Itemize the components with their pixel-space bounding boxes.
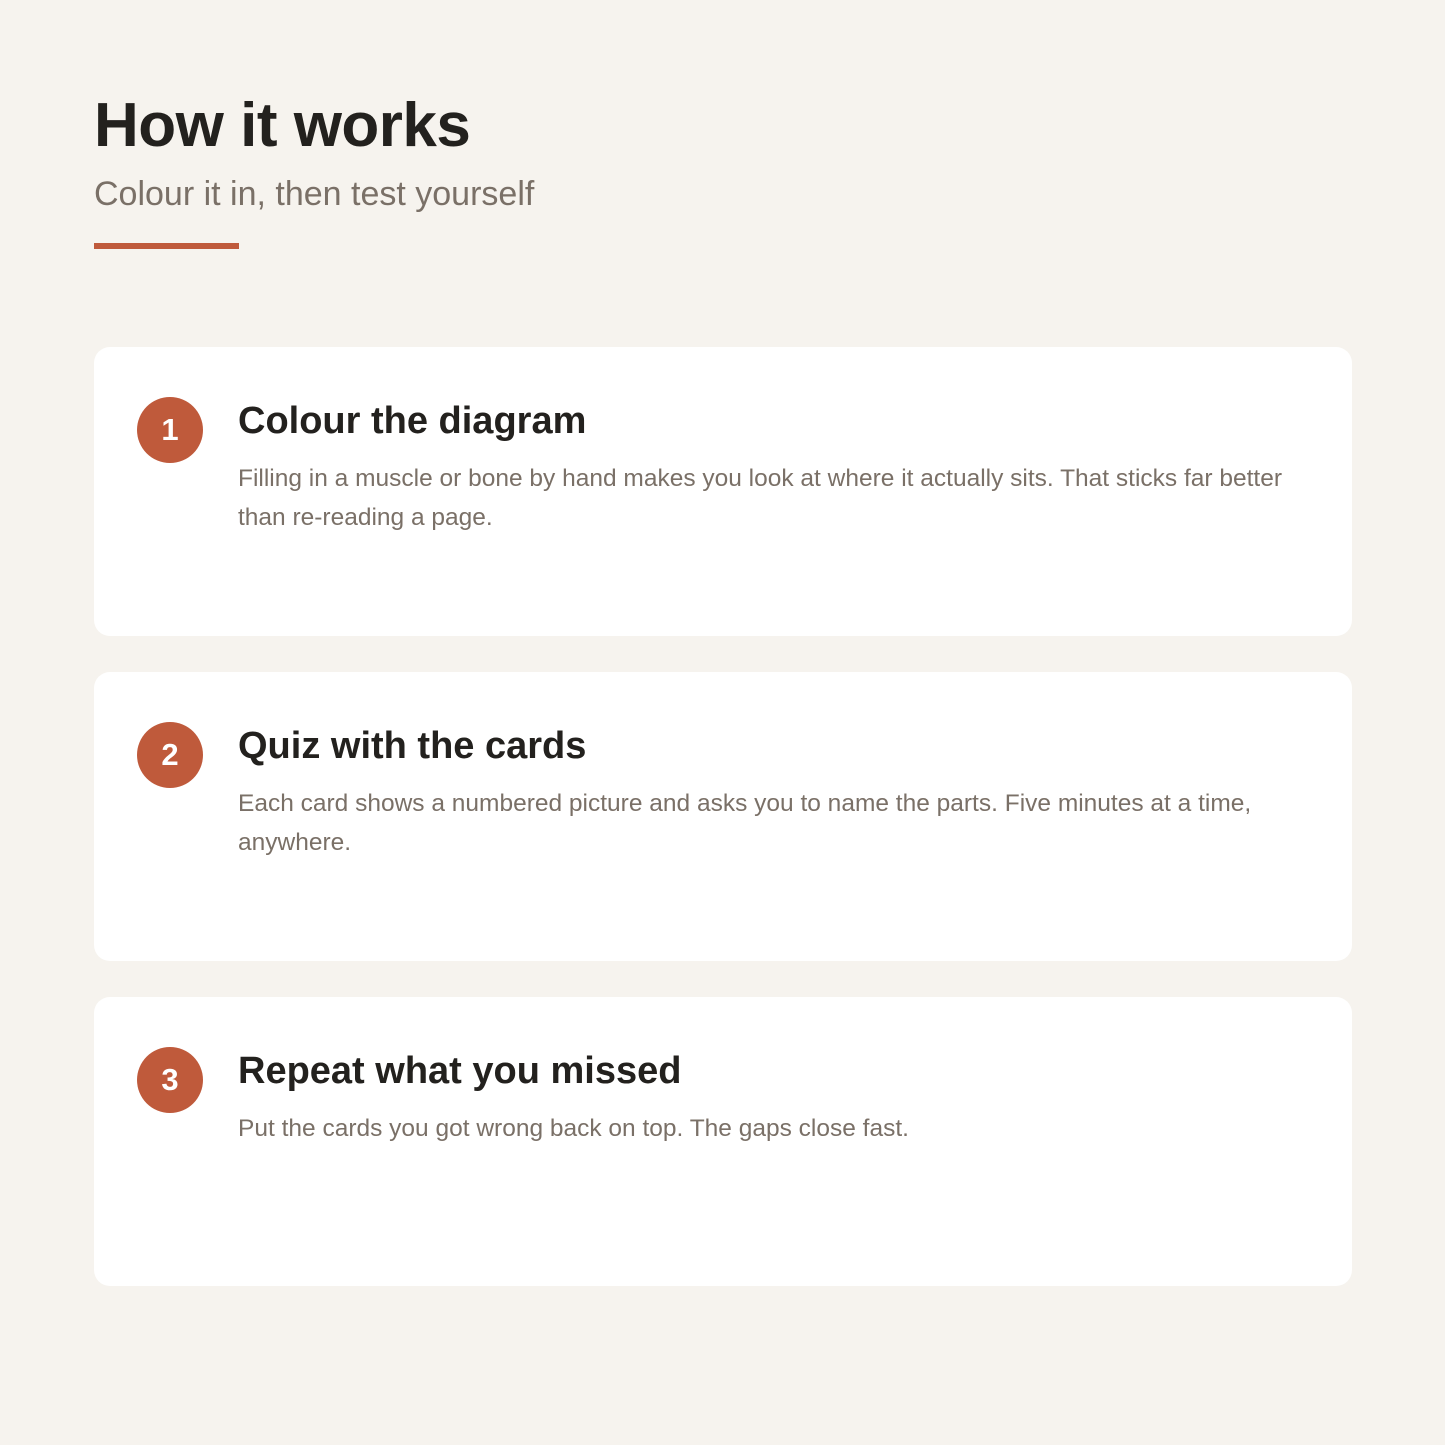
- step-content: [238, 1051, 1282, 1148]
- step-number-badge: 1: [137, 397, 203, 463]
- steps-list: [94, 347, 1352, 1322]
- step-description: Filling in a muscle or bone by hand makes you look at where it actually sits. That sticks far better than re-reading a page.: [238, 464, 1283, 531]
- step-content: [238, 726, 1282, 862]
- step-card-repeat-missed: [94, 997, 1352, 1286]
- page-subtitle: Colour it in, then test yourself: [94, 175, 535, 214]
- step-card-colour-diagram: [94, 347, 1352, 636]
- step-number-badge: 2: [137, 722, 203, 788]
- step-card-quiz-cards: [94, 672, 1352, 961]
- step-title: Quiz with the cards: [238, 725, 587, 767]
- step-description: Put the cards you got wrong back on top. The gaps close fast.: [238, 1114, 909, 1142]
- page-title: How it works: [94, 91, 471, 160]
- step-number-badge: 3: [137, 1047, 203, 1113]
- step-description: Each card shows a numbered picture and asks you to name the parts. Five minutes at a time, anywhere.: [238, 789, 1252, 856]
- step-title: Repeat what you missed: [238, 1050, 682, 1092]
- step-content: [238, 401, 1282, 537]
- step-title: Colour the diagram: [238, 400, 587, 442]
- accent-divider: [94, 243, 239, 249]
- page-header: [94, 92, 534, 215]
